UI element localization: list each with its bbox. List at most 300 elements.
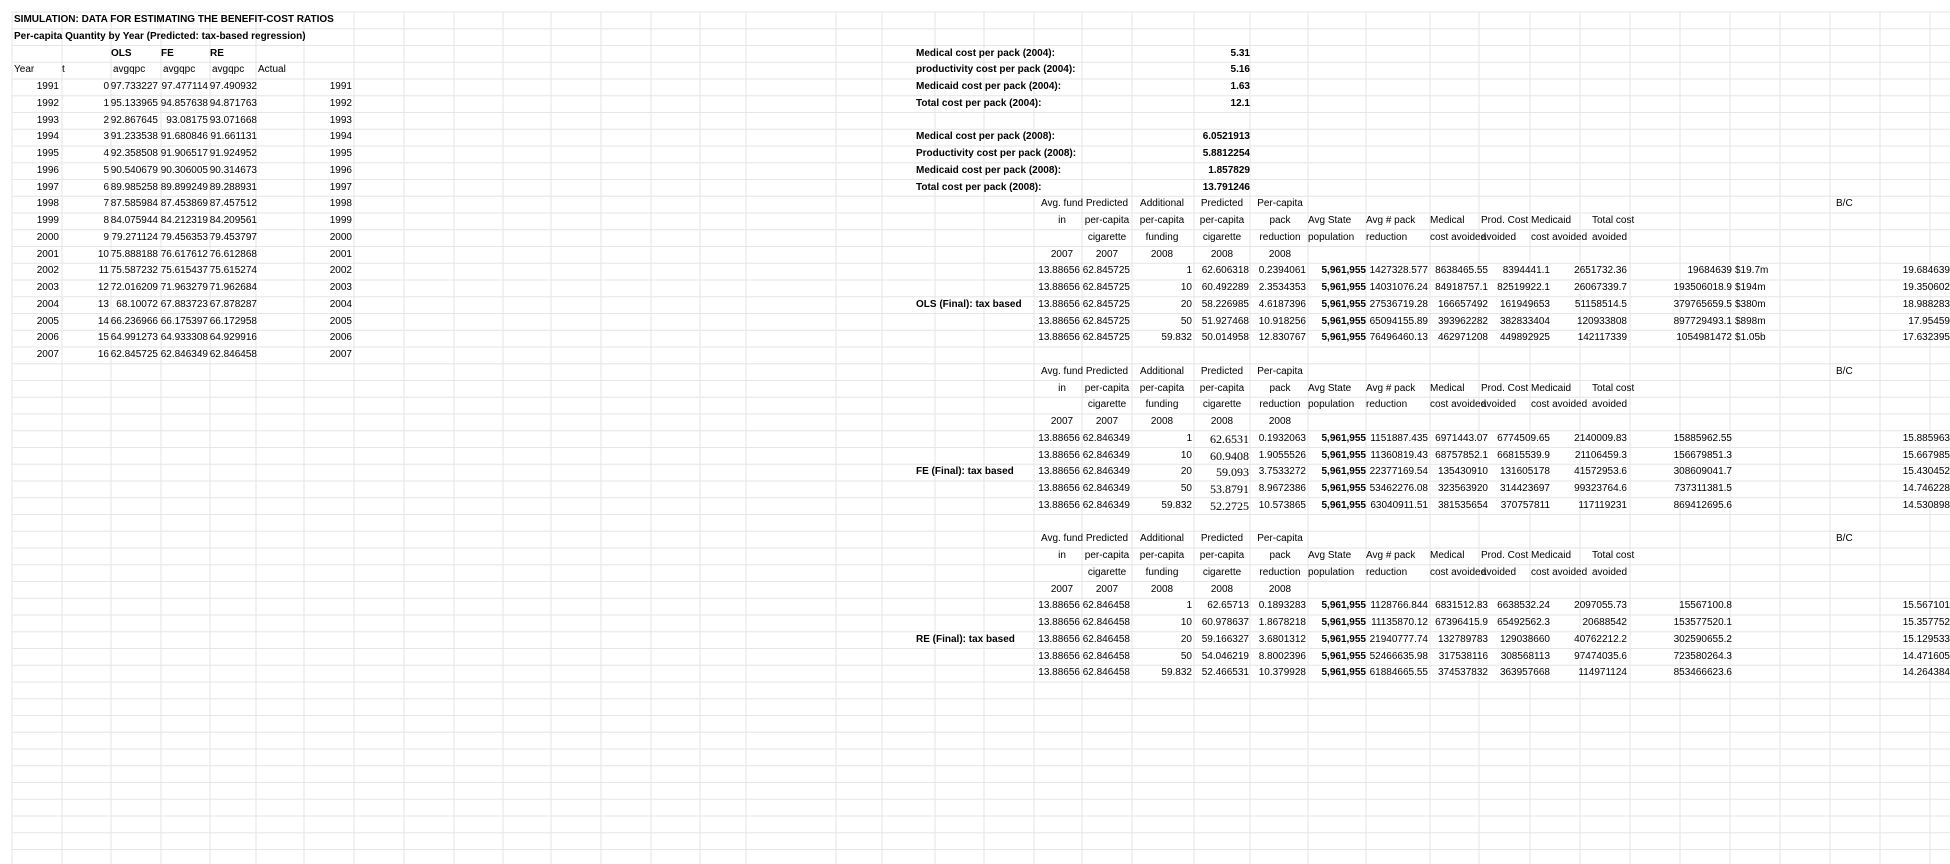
sim-value[interactable]: 84918757.1 xyxy=(1435,282,1488,293)
sim-value[interactable]: 1151887.435 xyxy=(1370,432,1428,444)
sim-value[interactable]: 302590655.2 xyxy=(1673,633,1732,645)
sim-column-header[interactable]: per-capita xyxy=(1199,215,1245,226)
sim-column-header[interactable]: Prod. Cost xyxy=(1481,215,1529,226)
sim-value[interactable]: 65492562.3 xyxy=(1497,617,1550,628)
sim-value[interactable]: 0.1932063 xyxy=(1258,432,1306,444)
sim-value[interactable]: 5,961,955 xyxy=(1321,667,1366,679)
sim-value[interactable]: 6638532.24 xyxy=(1497,600,1550,612)
sim-column-header[interactable]: reduction xyxy=(1366,566,1408,578)
sim-column-header[interactable]: reduction xyxy=(1259,399,1301,411)
sim-column-header[interactable]: cigarette xyxy=(1202,399,1242,411)
sim-column-header[interactable]: Total cost xyxy=(1592,550,1635,561)
sim-column-header[interactable]: Avg # pack xyxy=(1366,382,1416,394)
fe-value[interactable]: 89.899249 xyxy=(160,181,208,193)
ols-value[interactable]: 75.587232 xyxy=(110,265,158,277)
re-value[interactable]: 66.172958 xyxy=(209,315,257,327)
sim-value[interactable]: 10.379928 xyxy=(1258,667,1306,679)
sim-value[interactable]: 8.9672386 xyxy=(1258,483,1306,494)
t-cell[interactable]: 13 xyxy=(97,298,109,310)
sim-value[interactable]: 65094155.89 xyxy=(1369,315,1428,327)
sim-value[interactable]: 129038660 xyxy=(1499,633,1550,645)
sim-value[interactable]: 723580264.3 xyxy=(1673,650,1732,662)
year-cell[interactable]: 1991 xyxy=(36,81,59,92)
sim-value[interactable]: 50 xyxy=(1180,483,1192,494)
sim-value[interactable]: 13.88656 xyxy=(1038,315,1080,327)
sim-value[interactable]: 13.88656 xyxy=(1038,650,1080,662)
year-cell[interactable]: 1994 xyxy=(36,131,59,143)
actual-year[interactable]: 1998 xyxy=(329,198,352,210)
sim-value[interactable]: 13.88656 xyxy=(1038,432,1080,444)
year-cell[interactable]: 2000 xyxy=(36,231,59,243)
sim-value[interactable]: 1 xyxy=(1186,432,1192,444)
sim-value[interactable]: 59.166327 xyxy=(1201,633,1249,645)
sim-column-header[interactable]: Total cost xyxy=(1592,215,1635,226)
sim-value[interactable]: 363957668 xyxy=(1499,667,1550,679)
sim-value[interactable]: 13.88656 xyxy=(1038,265,1080,277)
sim-value[interactable]: 58.226985 xyxy=(1201,298,1249,310)
sim-column-header[interactable]: B/C xyxy=(1836,198,1853,210)
sim-column-header[interactable]: cigarette xyxy=(1087,231,1127,243)
sim-value[interactable]: 15885962.55 xyxy=(1673,432,1732,444)
sim-value[interactable]: 97474035.6 xyxy=(1574,650,1627,662)
sim-value[interactable]: 381535654 xyxy=(1437,499,1488,511)
sim-value[interactable]: 61884665.55 xyxy=(1369,667,1428,679)
sim-value[interactable]: 323563920 xyxy=(1437,483,1488,494)
year-cell[interactable]: 2005 xyxy=(36,315,59,327)
sim-column-header[interactable]: 2007 xyxy=(1095,416,1119,427)
sim-value[interactable]: 5,961,955 xyxy=(1321,466,1366,478)
cost-value[interactable]: 1.63 xyxy=(1230,81,1250,92)
sim-column-header[interactable]: Predicted xyxy=(1200,533,1244,545)
sim-value[interactable]: 26067339.7 xyxy=(1574,282,1627,293)
sim-value[interactable]: 308609041.7 xyxy=(1673,466,1732,478)
sim-value[interactable]: 0.2394061 xyxy=(1258,265,1306,277)
sim-value[interactable]: 54.046219 xyxy=(1201,650,1249,662)
sim-label[interactable]: RE (Final): tax based xyxy=(916,633,1015,645)
column-header[interactable]: avgqpc xyxy=(113,64,146,76)
year-cell[interactable]: 2007 xyxy=(36,349,59,360)
ols-value[interactable]: 72.016209 xyxy=(110,282,158,293)
sim-value[interactable]: 156679851.3 xyxy=(1673,449,1732,461)
sim-value[interactable]: 6774509.65 xyxy=(1497,432,1550,444)
cost-label[interactable]: Medicaid cost per pack (2008): xyxy=(916,164,1062,176)
sim-value[interactable]: 76496460.13 xyxy=(1369,332,1428,344)
ols-value[interactable]: 66.236966 xyxy=(110,315,158,327)
sim-value[interactable]: 22377169.54 xyxy=(1369,466,1428,478)
sim-value[interactable]: 5,961,955 xyxy=(1321,449,1366,461)
sim-column-header[interactable]: Medical xyxy=(1430,215,1465,226)
sim-value[interactable]: 62.846458 xyxy=(1082,633,1130,645)
actual-year[interactable]: 2001 xyxy=(329,248,352,260)
sim-value[interactable]: 21106459.3 xyxy=(1574,449,1627,461)
sim-value[interactable]: 8.8002396 xyxy=(1258,650,1306,662)
year-cell[interactable]: 1997 xyxy=(36,181,59,193)
sim-column-header[interactable]: 2007 xyxy=(1050,416,1074,427)
sim-value[interactable]: 374537832 xyxy=(1437,667,1488,679)
sim-column-header[interactable]: 2007 xyxy=(1050,248,1074,260)
t-cell[interactable]: 16 xyxy=(97,349,109,360)
sim-column-header[interactable]: Medicaid xyxy=(1531,215,1572,226)
fe-value[interactable]: 97.477114 xyxy=(161,81,208,92)
sim-column-header[interactable]: Avg. fund xyxy=(1040,533,1084,545)
sim-value[interactable]: 50 xyxy=(1180,315,1192,327)
sim-column-header[interactable]: avoided xyxy=(1592,566,1628,578)
fe-value[interactable]: 91.906517 xyxy=(160,148,208,159)
sim-value[interactable]: 19.684639 xyxy=(1902,265,1950,277)
sim-value[interactable]: 52.466531 xyxy=(1201,667,1249,679)
header-re[interactable]: RE xyxy=(210,47,224,59)
sim-value[interactable]: $898m xyxy=(1735,315,1766,327)
sim-value[interactable]: 5,961,955 xyxy=(1321,265,1366,277)
sim-column-header[interactable]: Predicted xyxy=(1200,365,1244,377)
sim-value[interactable]: 21940777.74 xyxy=(1369,633,1428,645)
sim-value[interactable]: 6971443.07 xyxy=(1435,432,1488,444)
sim-column-header[interactable]: Avg # pack xyxy=(1366,550,1416,561)
t-cell[interactable]: 3 xyxy=(103,131,109,143)
fe-value[interactable]: 87.453869 xyxy=(160,198,208,210)
re-value[interactable]: 84.209561 xyxy=(209,215,257,226)
sim-value[interactable]: 18.988283 xyxy=(1902,298,1950,310)
sim-value[interactable]: 19684639 xyxy=(1687,265,1732,277)
sim-value[interactable]: 393962282 xyxy=(1437,315,1488,327)
actual-year[interactable]: 1997 xyxy=(329,181,352,193)
sim-column-header[interactable]: 2008 xyxy=(1150,248,1174,260)
sim-value[interactable]: 27536719.28 xyxy=(1369,298,1428,310)
sim-column-header[interactable]: 2008 xyxy=(1210,416,1234,427)
t-cell[interactable]: 9 xyxy=(103,231,109,243)
sim-value[interactable]: 59.093 xyxy=(1216,465,1249,480)
sim-value[interactable]: 13.88656 xyxy=(1038,282,1080,293)
cost-label[interactable]: Total cost per pack (2004): xyxy=(916,97,1042,109)
sim-value[interactable]: 10 xyxy=(1180,449,1192,461)
cost-label[interactable]: Medicaid cost per pack (2004): xyxy=(916,81,1062,92)
t-cell[interactable]: 7 xyxy=(103,198,109,210)
sim-value[interactable]: 62.846349 xyxy=(1082,483,1130,494)
re-value[interactable]: 67.878287 xyxy=(209,298,257,310)
sim-value[interactable]: 120933808 xyxy=(1576,315,1627,327)
sim-column-header[interactable]: cigarette xyxy=(1087,399,1127,411)
sim-column-header[interactable]: Avg State xyxy=(1308,382,1352,394)
column-header[interactable]: Actual xyxy=(258,64,286,76)
year-cell[interactable]: 2004 xyxy=(36,298,59,310)
sim-value[interactable]: 13.88656 xyxy=(1038,499,1080,511)
column-header[interactable]: avgqpc xyxy=(212,64,245,76)
fe-value[interactable]: 64.933308 xyxy=(160,332,208,344)
sim-value[interactable]: 382833404 xyxy=(1499,315,1550,327)
sim-value[interactable]: 1128766.844 xyxy=(1370,600,1428,612)
sim-value[interactable]: 10 xyxy=(1180,617,1192,628)
sim-column-header[interactable]: Medical xyxy=(1430,382,1465,394)
sim-column-header[interactable]: Additional xyxy=(1140,198,1184,210)
sim-value[interactable]: 15.129533 xyxy=(1902,633,1950,645)
sim-value[interactable]: 60.492289 xyxy=(1201,282,1249,293)
t-cell[interactable]: 12 xyxy=(97,282,109,293)
sim-column-header[interactable]: reduction xyxy=(1366,231,1408,243)
sim-value[interactable]: 8638465.55 xyxy=(1435,265,1488,277)
sim-value[interactable]: 153577520.1 xyxy=(1673,617,1732,628)
ols-value[interactable]: 92.867645 xyxy=(110,114,158,126)
cost-label[interactable]: Productivity cost per pack (2008): xyxy=(916,148,1077,159)
sheet-title[interactable]: SIMULATION: DATA FOR ESTIMATING THE BENEFIT-COST RATIOS xyxy=(14,14,334,25)
actual-year[interactable]: 2005 xyxy=(329,315,352,327)
sim-value[interactable]: 161949653 xyxy=(1499,298,1550,310)
sim-value[interactable]: 41572953.6 xyxy=(1574,466,1627,478)
sim-column-header[interactable]: B/C xyxy=(1836,533,1853,545)
sim-value[interactable]: 5,961,955 xyxy=(1321,315,1366,327)
ols-value[interactable]: 91.233538 xyxy=(110,131,158,143)
sim-value[interactable]: 193506018.9 xyxy=(1673,282,1732,293)
sim-column-header[interactable]: reduction xyxy=(1366,399,1408,411)
sim-column-header[interactable]: in xyxy=(1058,550,1066,561)
sim-value[interactable]: 132789783 xyxy=(1437,633,1488,645)
sim-column-header[interactable]: 2008 xyxy=(1210,583,1234,595)
year-cell[interactable]: 2002 xyxy=(36,265,59,277)
sim-value[interactable]: 62.846458 xyxy=(1082,667,1130,679)
sim-value[interactable]: 50.014958 xyxy=(1201,332,1249,344)
sim-column-header[interactable]: cost avoided xyxy=(1430,566,1487,578)
sim-value[interactable]: 5,961,955 xyxy=(1321,432,1366,444)
year-cell[interactable]: 1996 xyxy=(36,164,59,176)
sim-value[interactable]: 66815539.9 xyxy=(1497,449,1550,461)
sim-value[interactable]: 20 xyxy=(1180,298,1192,310)
sim-value[interactable]: 166657492 xyxy=(1437,298,1488,310)
sim-value[interactable]: 15.885963 xyxy=(1902,432,1950,444)
sim-value[interactable]: 449892925 xyxy=(1499,332,1550,344)
t-cell[interactable]: 5 xyxy=(103,164,109,176)
sim-value[interactable]: 62.606318 xyxy=(1201,265,1249,277)
sim-value[interactable]: 67396415.9 xyxy=(1435,617,1488,628)
sim-column-header[interactable]: population xyxy=(1308,399,1355,411)
sim-column-header[interactable]: 2007 xyxy=(1095,248,1119,260)
sim-value[interactable]: 114971124 xyxy=(1578,667,1627,679)
sim-column-header[interactable]: Prod. Cost xyxy=(1481,382,1529,394)
sim-value[interactable]: 15.430452 xyxy=(1902,466,1950,478)
sim-value[interactable]: 13.88656 xyxy=(1038,466,1080,478)
sim-column-header[interactable]: Avg # pack xyxy=(1366,215,1416,226)
re-value[interactable]: 91.924952 xyxy=(209,148,257,159)
actual-year[interactable]: 1996 xyxy=(329,164,352,176)
sim-value[interactable]: 897729493.1 xyxy=(1673,315,1732,327)
sim-value[interactable]: 15.567101 xyxy=(1902,600,1950,612)
sim-value[interactable]: 59.832 xyxy=(1161,499,1192,511)
sim-value[interactable]: 62.845725 xyxy=(1082,298,1130,310)
re-value[interactable]: 71.962684 xyxy=(209,282,257,293)
fe-value[interactable]: 84.212319 xyxy=(160,215,208,226)
sim-column-header[interactable]: funding xyxy=(1145,566,1179,578)
header-ols[interactable]: OLS xyxy=(111,47,132,59)
t-cell[interactable]: 8 xyxy=(103,215,109,226)
sim-column-header[interactable]: Per-capita xyxy=(1257,198,1303,210)
sim-value[interactable]: 3.7533272 xyxy=(1258,466,1306,478)
t-cell[interactable]: 10 xyxy=(97,248,109,260)
sim-value[interactable]: 462971208 xyxy=(1437,332,1488,344)
fe-value[interactable]: 75.615437 xyxy=(160,265,208,277)
sim-column-header[interactable]: Avg. fund xyxy=(1040,365,1084,377)
fe-value[interactable]: 90.306005 xyxy=(160,164,208,176)
actual-year[interactable]: 2003 xyxy=(329,282,352,293)
sim-column-header[interactable]: Predicted xyxy=(1200,198,1244,210)
sim-value[interactable]: 5,961,955 xyxy=(1321,499,1366,511)
sim-value[interactable]: 99323764.6 xyxy=(1574,483,1627,494)
sim-column-header[interactable]: per-capita xyxy=(1084,550,1130,561)
sim-value[interactable]: 117119231 xyxy=(1578,499,1627,511)
ols-value[interactable]: 89.985258 xyxy=(110,181,158,193)
sim-column-header[interactable]: population xyxy=(1308,566,1355,578)
sim-column-header[interactable]: Prod. Cost xyxy=(1481,550,1529,561)
sim-value[interactable]: 62.6531 xyxy=(1210,431,1249,446)
re-value[interactable]: 94.871763 xyxy=(209,97,257,109)
sim-value[interactable]: 5,961,955 xyxy=(1321,600,1366,612)
fe-value[interactable]: 71.963279 xyxy=(160,282,208,293)
sim-value[interactable]: 1054981472 xyxy=(1676,332,1732,344)
sim-value[interactable]: 13.88656 xyxy=(1038,332,1080,344)
sim-column-header[interactable]: 2008 xyxy=(1268,583,1292,595)
ols-value[interactable]: 97.733227 xyxy=(110,81,158,92)
actual-year[interactable]: 2000 xyxy=(329,231,352,243)
sim-column-header[interactable]: cost avoided xyxy=(1531,566,1588,578)
sim-value[interactable]: 379765659.5 xyxy=(1673,298,1732,310)
sim-value[interactable]: 62.846349 xyxy=(1082,449,1130,461)
sim-value[interactable]: $19.7m xyxy=(1735,265,1769,277)
sim-column-header[interactable]: cost avoided xyxy=(1430,399,1487,411)
sim-value[interactable]: 1.9055526 xyxy=(1258,449,1306,461)
column-header[interactable]: avgqpc xyxy=(163,64,196,76)
sim-value[interactable]: 59.832 xyxy=(1161,667,1192,679)
sim-value[interactable]: 62.845725 xyxy=(1082,282,1130,293)
sim-value[interactable]: 11360819.43 xyxy=(1370,449,1428,461)
sim-value[interactable]: 13.88656 xyxy=(1038,633,1080,645)
sim-column-header[interactable]: Avg. fund xyxy=(1040,198,1084,210)
sim-value[interactable]: 12.830767 xyxy=(1258,332,1306,344)
year-cell[interactable]: 1999 xyxy=(36,215,59,226)
sim-column-header[interactable]: avoided xyxy=(1481,399,1517,411)
sim-value[interactable]: 15.357752 xyxy=(1902,617,1950,628)
fe-value[interactable]: 76.617612 xyxy=(160,248,208,260)
sim-value[interactable]: 62.846349 xyxy=(1082,499,1130,511)
sim-column-header[interactable]: Medicaid xyxy=(1531,382,1572,394)
actual-year[interactable]: 2004 xyxy=(329,298,352,310)
sim-value[interactable]: 135430910 xyxy=(1437,466,1488,478)
sim-value[interactable]: 52.2725 xyxy=(1210,498,1249,513)
sim-column-header[interactable]: Predicted xyxy=(1085,198,1129,210)
sim-value[interactable]: 1 xyxy=(1186,600,1192,612)
re-value[interactable]: 89.288931 xyxy=(209,181,257,193)
sim-column-header[interactable]: Total cost xyxy=(1592,382,1635,394)
sim-value[interactable]: 370757811 xyxy=(1500,499,1550,511)
t-cell[interactable]: 11 xyxy=(98,265,109,277)
sim-column-header[interactable]: Predicted xyxy=(1085,365,1129,377)
year-cell[interactable]: 1995 xyxy=(36,148,59,159)
actual-year[interactable]: 1992 xyxy=(329,97,352,109)
sim-value[interactable]: 53462276.08 xyxy=(1369,483,1428,494)
sim-value[interactable]: 10.573865 xyxy=(1258,499,1306,511)
sim-value[interactable]: 62.846349 xyxy=(1082,466,1130,478)
sim-value[interactable]: 14.471605 xyxy=(1902,650,1950,662)
actual-year[interactable]: 2002 xyxy=(329,265,352,277)
sim-value[interactable]: 62.846458 xyxy=(1082,650,1130,662)
sim-value[interactable]: 14.530898 xyxy=(1902,499,1950,511)
sim-value[interactable]: 5,961,955 xyxy=(1321,298,1366,310)
sim-value[interactable]: 63040911.51 xyxy=(1370,499,1428,511)
sim-value[interactable]: 5,961,955 xyxy=(1321,483,1366,494)
fe-value[interactable]: 67.883723 xyxy=(160,298,208,310)
sim-value[interactable]: 737311381.5 xyxy=(1674,483,1732,494)
sim-column-header[interactable]: avoided xyxy=(1592,399,1628,411)
sim-column-header[interactable]: per-capita xyxy=(1084,215,1130,226)
cost-value[interactable]: 6.0521913 xyxy=(1202,131,1250,143)
ols-value[interactable]: 62.845725 xyxy=(110,349,158,360)
re-value[interactable]: 97.490932 xyxy=(209,81,257,92)
sim-column-header[interactable]: 2008 xyxy=(1150,416,1174,427)
sim-value[interactable]: 62.845725 xyxy=(1082,315,1130,327)
actual-year[interactable]: 1991 xyxy=(329,81,352,92)
actual-year[interactable]: 1999 xyxy=(329,215,352,226)
sim-column-header[interactable]: pack xyxy=(1269,550,1291,561)
year-cell[interactable]: 1993 xyxy=(36,114,59,126)
sim-value[interactable]: 82519922.1 xyxy=(1497,282,1550,293)
cost-value[interactable]: 12.1 xyxy=(1230,97,1250,109)
re-value[interactable]: 75.615274 xyxy=(209,265,257,277)
sim-column-header[interactable]: 2008 xyxy=(1268,248,1292,260)
year-cell[interactable]: 2006 xyxy=(36,332,59,344)
sim-column-header[interactable]: cost avoided xyxy=(1531,231,1588,243)
cost-value[interactable]: 5.16 xyxy=(1230,64,1250,76)
sim-column-header[interactable]: population xyxy=(1308,231,1355,243)
sim-column-header[interactable]: B/C xyxy=(1836,365,1853,377)
sim-value[interactable]: 17.95459 xyxy=(1908,315,1950,327)
fe-value[interactable]: 66.175397 xyxy=(160,315,208,327)
ols-value[interactable]: 90.540679 xyxy=(110,164,158,176)
ols-value[interactable]: 79.271124 xyxy=(111,231,158,243)
sim-value[interactable]: 15567100.8 xyxy=(1679,600,1732,612)
cost-value[interactable]: 1.857829 xyxy=(1208,164,1250,176)
sim-column-header[interactable]: per-capita xyxy=(1139,382,1185,394)
sim-column-header[interactable]: funding xyxy=(1145,231,1179,243)
fe-value[interactable]: 91.680846 xyxy=(160,131,208,143)
sim-value[interactable]: 62.65713 xyxy=(1207,600,1249,612)
sim-value[interactable]: 13.88656 xyxy=(1038,298,1080,310)
sim-value[interactable]: 62.845725 xyxy=(1082,265,1130,277)
t-cell[interactable]: 2 xyxy=(103,114,109,126)
sim-value[interactable]: 5,961,955 xyxy=(1321,617,1366,628)
ols-value[interactable]: 84.075944 xyxy=(110,215,158,226)
ols-value[interactable]: 95.133965 xyxy=(110,97,158,109)
re-value[interactable]: 87.457512 xyxy=(209,198,257,210)
sim-value[interactable]: 4.6187396 xyxy=(1258,298,1306,310)
fe-value[interactable]: 94.857638 xyxy=(160,97,208,109)
fe-value[interactable]: 93.08175 xyxy=(166,114,208,126)
sim-column-header[interactable]: pack xyxy=(1269,215,1291,226)
sim-column-header[interactable]: cost avoided xyxy=(1531,399,1588,411)
sim-value[interactable]: 10.918256 xyxy=(1258,315,1306,327)
sim-value[interactable]: 14031076.24 xyxy=(1369,282,1428,293)
cost-value[interactable]: 5.31 xyxy=(1230,47,1250,59)
sim-value[interactable]: 52466635.98 xyxy=(1369,650,1428,662)
sim-value[interactable]: 62.846458 xyxy=(1082,617,1130,628)
sim-value[interactable]: 308568113 xyxy=(1500,650,1550,662)
sim-column-header[interactable]: per-capita xyxy=(1199,382,1245,394)
sim-value[interactable]: 869412695.6 xyxy=(1673,499,1732,511)
sim-column-header[interactable]: Additional xyxy=(1140,533,1184,545)
sim-value[interactable]: 13.88656 xyxy=(1038,667,1080,679)
actual-year[interactable]: 1995 xyxy=(329,148,352,159)
sim-column-header[interactable]: cigarette xyxy=(1087,566,1127,578)
sim-value[interactable]: 53.8791 xyxy=(1210,482,1249,496)
sim-value[interactable]: 50 xyxy=(1180,650,1192,662)
sim-column-header[interactable]: avoided xyxy=(1592,231,1628,243)
sim-column-header[interactable]: funding xyxy=(1145,399,1179,411)
re-value[interactable]: 79.453797 xyxy=(209,231,257,243)
